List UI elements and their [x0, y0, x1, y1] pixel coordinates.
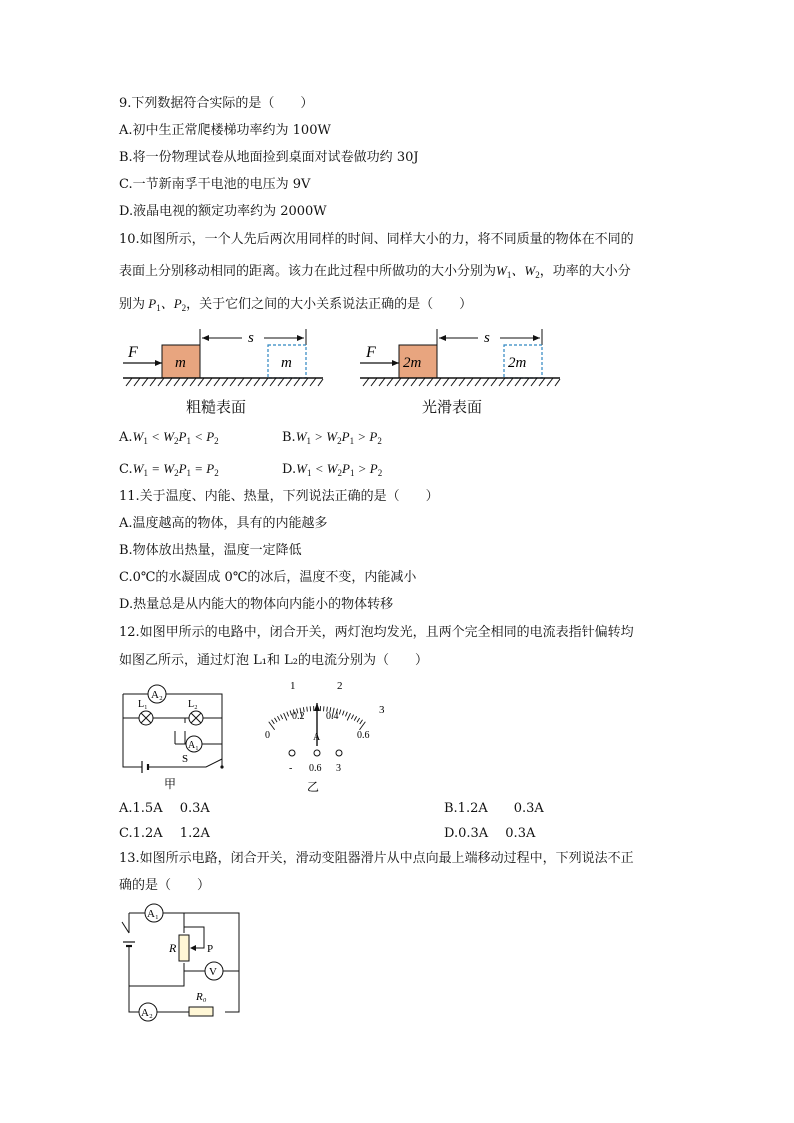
- dial-bottom-label-02: 0.2: [292, 711, 305, 722]
- distance-label-right: s: [484, 330, 490, 346]
- dial-top-label-2: 2: [337, 680, 343, 692]
- work-symbols: $W_1$、$W_2$: [496, 263, 540, 280]
- q9-option-a: A.初中生正常爬楼梯功率约为 100W: [119, 123, 331, 138]
- figure-caption-yi: 乙: [307, 780, 320, 794]
- resistor-r0-label: R₀: [196, 991, 207, 1003]
- q11-option-b: B.物体放出热量，温度一定降低: [119, 543, 302, 558]
- distance-label-left: s: [248, 330, 254, 346]
- dial-tick: [274, 718, 277, 722]
- q10-stem-text3: 别为: [119, 297, 146, 312]
- mass-label-right: 2m: [403, 355, 422, 371]
- dial-tick: [281, 715, 283, 719]
- ammeter-a2-label-q13: A₂: [141, 1007, 153, 1019]
- q9-option-d: D.液晶电视的额定功率约为 2000W: [119, 204, 327, 219]
- option-a-label: A.: [119, 430, 133, 445]
- dial-bottom-label-0: 0: [265, 730, 270, 741]
- dial-bottom-label-06: 0.6: [357, 730, 370, 741]
- dial-tick: [357, 718, 360, 722]
- q10-stem-line1: 10.如图所示，一个人先后两次用同样的时间、同样大小的力，将不同质量的物体在不同的: [119, 232, 634, 247]
- option-c-label: C.: [119, 462, 133, 477]
- dial-tick: [342, 711, 344, 716]
- dial-tick: [360, 720, 363, 724]
- dial-tick: [284, 713, 287, 720]
- q10-stem-line3: [119, 295, 472, 317]
- q10-option-d: [282, 460, 382, 482]
- q11-option-c: C.0℃的水凝固成 0℃的冰后，温度不变，内能减小: [119, 570, 417, 585]
- q12-option-a: A.1.5A 0.3A: [119, 801, 210, 816]
- mass-label-right-ghost: 2m: [508, 355, 527, 371]
- dial-top-label-3: 3: [379, 704, 385, 716]
- switch-label: S: [182, 753, 189, 765]
- dial-tick: [354, 716, 356, 720]
- dial-top-label-1: 1: [290, 680, 296, 692]
- dial-tick: [351, 715, 353, 719]
- force-label-right: F: [366, 344, 376, 361]
- ammeter-a2-label: A₂: [151, 689, 163, 701]
- dial-tick: [307, 707, 308, 712]
- option-c-formula: $W_1 = W_2P_1 = P_2$: [132, 461, 219, 478]
- mass-label-left-ghost: m: [281, 355, 292, 371]
- q10-option-c: [119, 460, 219, 482]
- terminal-3: 3: [336, 763, 341, 774]
- q11-option-d: D.热量总是从内能大的物体向内能小的物体转移: [119, 597, 394, 612]
- dial-tick: [287, 712, 289, 717]
- lamp-l1-label: L₁: [138, 699, 148, 710]
- caption-rough-surface: 粗糙表面: [186, 398, 247, 416]
- q10-option-a: [119, 428, 219, 450]
- q13-stem-line1: 13.如图所示电路，闭合开关，滑动变阻器滑片从中点向最上端移动过程中，下列说法不正: [119, 851, 634, 866]
- dial-tick: [347, 713, 350, 720]
- slider-label: P: [207, 943, 214, 955]
- option-d-label: D.: [282, 462, 297, 477]
- ammeter-a1-label: A₁: [188, 740, 199, 751]
- terminal-minus: -: [289, 763, 293, 774]
- q11-option-a: A.温度越高的物体，具有的内能越多: [119, 516, 328, 531]
- option-b-formula: $W_1 > W_2P_1 > P_2$: [295, 429, 382, 446]
- figure-caption-jia: 甲: [164, 777, 177, 791]
- mass-label-left: m: [175, 355, 186, 371]
- q9-option-b: B.将一份物理试卷从地面捡到桌面对试卷做功约 30J: [119, 150, 419, 165]
- q13-stem-line2: 确的是（ ）: [119, 878, 211, 893]
- q10-stem-text2: ，功率的大小分: [539, 264, 631, 279]
- q12-circuit-figure: [118, 682, 238, 792]
- rheostat-label: R: [169, 941, 177, 955]
- q10-figure: [118, 325, 568, 390]
- q12-stem-line2: 如图乙所示，通过灯泡 L₁和 L₂的电流分别为（ ）: [119, 653, 428, 668]
- option-d-formula: $W_1 < W_2P_1 > P_2$: [296, 461, 383, 478]
- q10-stem-text: 表面上分别移动相同的距离。该力在此过程中所做功的大小分别为: [119, 264, 497, 279]
- dial-tick: [339, 710, 340, 715]
- option-a-formula: $W_1 < W_2P_1 < P_2$: [132, 429, 219, 446]
- q12-option-b: B.1.2A 0.3A: [444, 801, 544, 816]
- force-label-left: F: [128, 344, 138, 361]
- q10-stem-text4: ，关于它们之间的大小关系说法正确的是（ ）: [186, 297, 473, 312]
- lamp-l2-label: L₂: [188, 699, 198, 710]
- dial-bottom-label-04: 0.4: [326, 711, 339, 722]
- q10-option-b: [282, 428, 382, 450]
- q12-stem-line1: 12.如图甲所示的电路中，闭合开关，两灯泡均发光，且两个完全相同的电流表指针偏转均: [119, 625, 634, 640]
- q12-option-c: C.1.2A 1.2A: [119, 826, 210, 841]
- q13-circuit-figure: [118, 900, 248, 1025]
- terminal-06: 0.6: [309, 763, 322, 774]
- q12-ammeter-dial: [245, 678, 395, 796]
- dial-tick: [277, 716, 279, 720]
- power-symbols: $P_1$、$P_2$: [145, 296, 187, 313]
- ammeter-a1-label-q13: A₁: [147, 908, 159, 920]
- caption-smooth-surface: 光滑表面: [422, 398, 483, 416]
- voltmeter-label: V: [209, 966, 217, 978]
- dial-tick: [345, 712, 347, 717]
- q10-stem-line2: [119, 262, 631, 284]
- q11-stem: 11.关于温度、内能、热量，下列说法正确的是（ ）: [119, 489, 439, 504]
- q12-option-d: D.0.3A 0.3A: [444, 826, 536, 841]
- option-b-label: B.: [282, 430, 296, 445]
- q9-stem: 9.下列数据符合实际的是（ ）: [119, 96, 314, 111]
- dial-unit: A: [313, 732, 321, 743]
- q9-option-c: C.一节新南孚干电池的电压为 9V: [119, 177, 311, 192]
